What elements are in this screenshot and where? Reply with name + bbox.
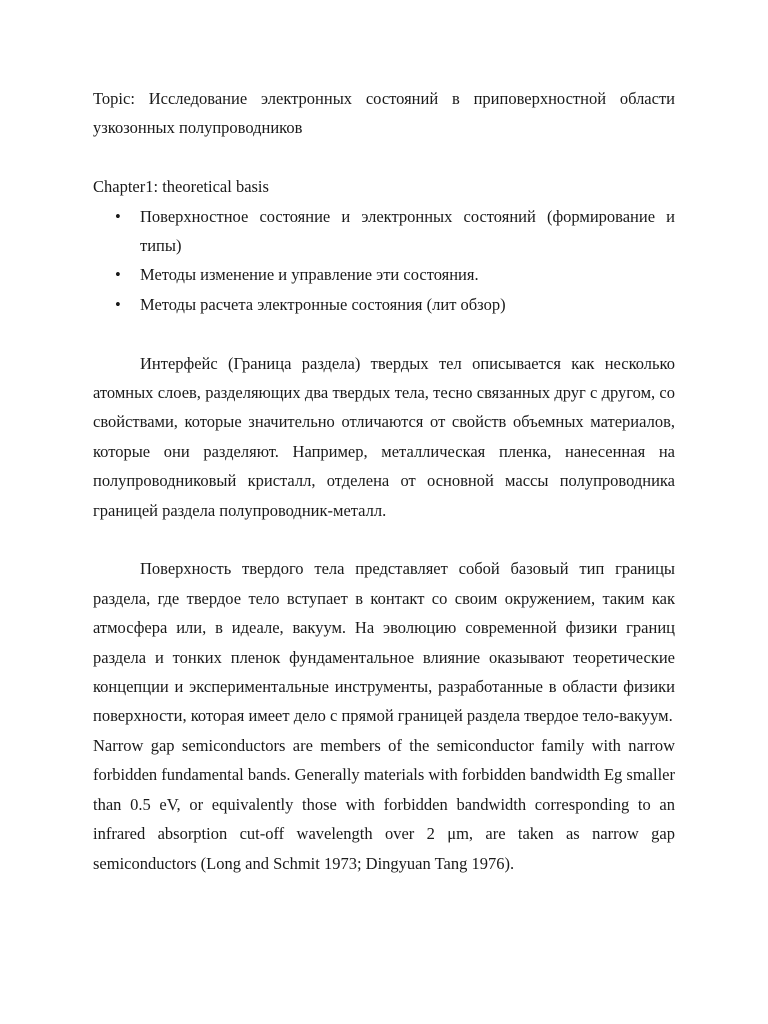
paragraph-narrow-gap: Narrow gap semiconductors are members of the semiconductor family with narrow forbidden fundamental bands. Generally materials with forbidden bandwidth Eg smaller than 0.5 eV, or equivalently those with forbidden bandwidth corresponding to an infrared absorption cut-off wavelength over 2 μm, are taken as narrow gap semiconductors (Long and Schmit 1973; Dingyuan Tang 1976). (93, 735, 675, 873)
blank-line (93, 143, 675, 172)
bullet-text: Поверхностное состояние и электронных состояний (формирование и типы) (140, 206, 675, 256)
topic-line: Topic: Исследование электронных состояний в приповерхностной области узкозонных полупроводников (93, 89, 675, 138)
bullet-icon: • (115, 206, 121, 226)
blank-line (93, 319, 675, 348)
bullet-item (93, 202, 675, 261)
paragraph-interface: Интерфейс (Граница раздела) твердых тел описывается как несколько атомных слоев, разделяющих два твердых тела, тесно связанных друг с другом, со свойствами, которые значительно отличаются от свойств объемных материалов, которые они разделяют. Например, металлическая пленка, нанесенная на полупроводниковый кристалл, отделена от основной массы полупроводника границей раздела полупроводник-металл. (93, 353, 675, 520)
blank-line (93, 525, 675, 554)
bullet-list (93, 202, 675, 320)
bullet-icon: • (115, 294, 121, 314)
chapter-heading: Chapter1: theoretical basis (93, 177, 269, 197)
bullet-text: Методы расчета электронные состояния (лит обзор) (140, 294, 506, 314)
document-page (93, 84, 675, 878)
bullet-icon: • (115, 265, 121, 285)
paragraph-surface: Поверхность твердого тела представляет собой базовый тип границы раздела, где твердое тело вступает в контакт со своим окружением, таким как атмосфера или, в идеале, вакуум. На эволюцию современной физики границ раздела и тонких пленок фундаментальное влияние оказывают теоретические концепции и экспериментальные инструменты, разработанные в области физики поверхности, которая имеет дело с прямой границей раздела твердое тело-вакуум. (93, 559, 675, 726)
bullet-text: Методы изменение и управление эти состояния. (140, 265, 479, 285)
bullet-item (93, 290, 675, 319)
bullet-item (93, 260, 675, 289)
